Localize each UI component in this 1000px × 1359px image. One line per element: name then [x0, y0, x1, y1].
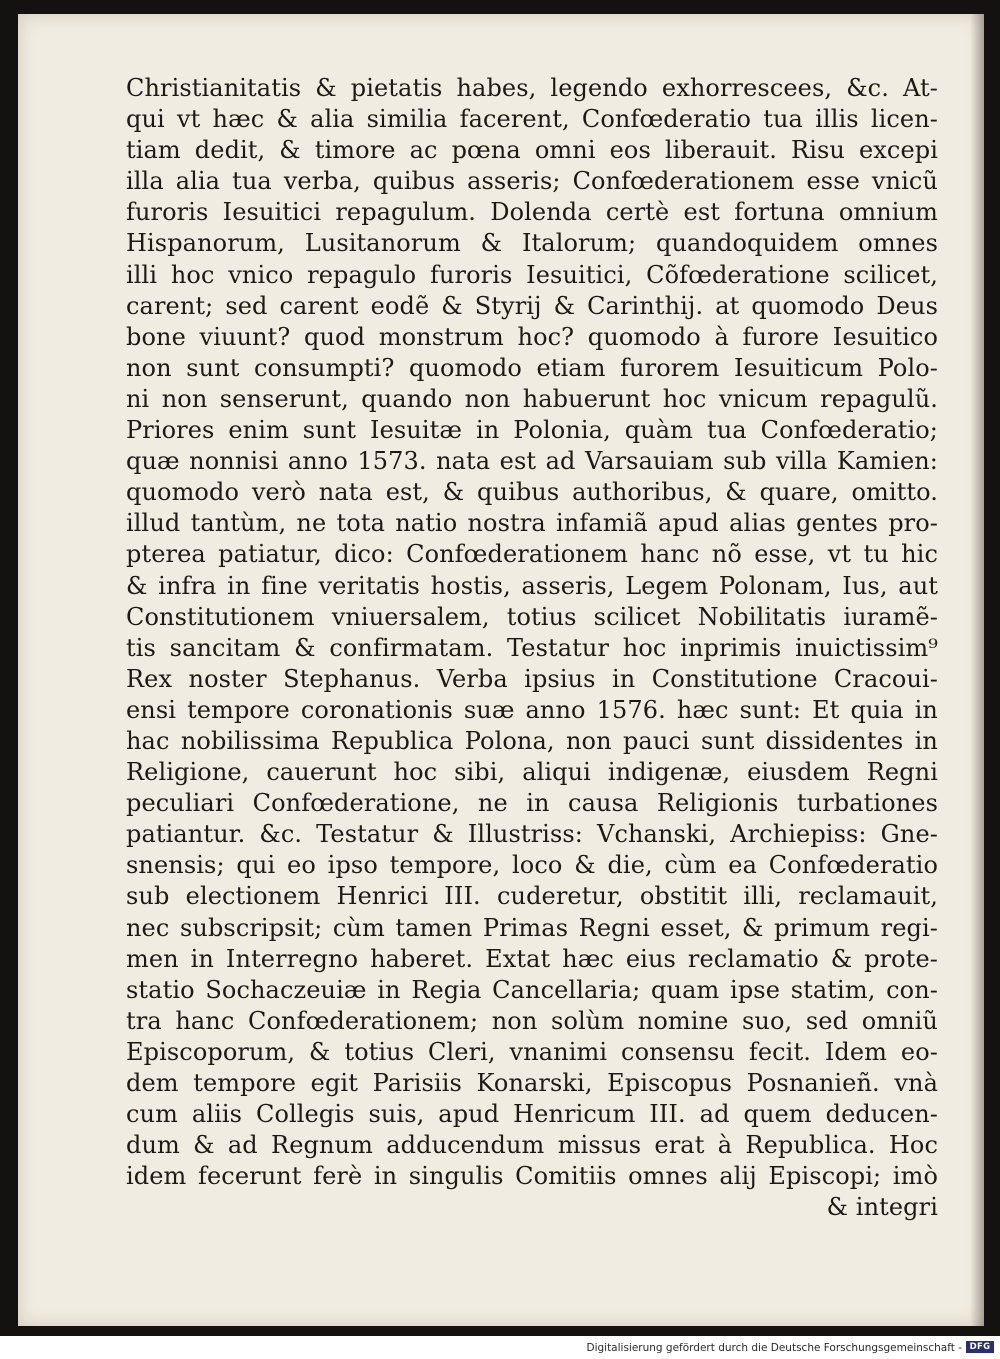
text-line: quomodo verò nata est, & quibus authoribus, & quare, omitto.	[126, 478, 938, 507]
book-page	[18, 14, 984, 1326]
text-line: tiam dedit, & timore ac pœna omni eos liberauit. Risu excepi	[126, 136, 938, 165]
text-line: Constitutionem vniuersalem, totius scilicet Nobilitatis iuramẽ-	[126, 602, 938, 631]
text-line: Episcoporum, & totius Cleri, vnanimi consensu fecit. Idem eo-	[126, 1037, 938, 1066]
text-line: Hispanorum, Lusitanorum & Italorum; quandoquidem omnes	[126, 229, 938, 258]
body-text	[126, 73, 938, 1223]
text-line: idem fecerunt ferè in singulis Comitiis omnes alij Episcopi; imò	[126, 1162, 938, 1191]
text-line: snensis; qui eo ipso tempore, loco & die, cùm ea Confœderatio	[126, 851, 938, 880]
dfg-logo-icon: DFG	[966, 1341, 994, 1353]
text-line: & infra in fine veritatis hostis, asseris, Legem Polonam, Ius, aut	[126, 571, 938, 600]
text-line: Religione, cauerunt hoc sibi, aliqui indigenæ, eiusdem Regni	[126, 758, 938, 787]
text-line: nec subscripsit; cùm tamen Primas Regni esset, & primum regi-	[126, 913, 938, 942]
text-line: Rex noster Stephanus. Verba ipsius in Constitutione Cracoui-	[126, 664, 938, 693]
text-line: dum & ad Regnum adducendum missus erat à Republica. Hoc	[126, 1131, 938, 1160]
text-line: quæ nonnisi anno 1573. nata est ad Varsauiam sub villa Kamien:	[126, 447, 938, 476]
text-line: Priores enim sunt Iesuitæ in Polonia, quàm tua Confœderatio;	[126, 416, 938, 445]
text-line: statio Sochaczeuiæ in Regia Cancellaria; quam ipse statim, con-	[126, 975, 938, 1004]
text-line: ni non senserunt, quando non habuerunt hoc vnicum repagulũ.	[126, 384, 938, 413]
text-line: furoris Iesuitici repagulum. Dolenda certè est fortuna omnium	[126, 198, 938, 227]
text-line: qui vt hæc & alia similia facerent, Confœderatio tua illis licen-	[126, 105, 938, 134]
text-line: tra hanc Confœderationem; non solùm nomine suo, sed omniũ	[126, 1006, 938, 1035]
text-line: Christianitatis & pietatis habes, legendo exhorrescees, &c. At-	[126, 74, 938, 102]
text-line: cum aliis Collegis suis, apud Henricum III. ad quem deducen-	[126, 1100, 938, 1129]
text-line: hac nobilissima Republica Polona, non pauci sunt dissidentes in	[126, 726, 938, 755]
text-line: & integri	[826, 1193, 938, 1222]
digitization-footer	[0, 1336, 1000, 1359]
funding-notice: Digitalisierung gefördert durch die Deutsche Forschungsgemeinschaft -	[586, 1342, 962, 1354]
text-line: bone viuunt? quod monstrum hoc? quomodo à furore Iesuitico	[126, 322, 938, 351]
text-line: non sunt consumpti? quomodo etiam furorem Iesuiticum Polo-	[126, 353, 938, 382]
text-line: pterea patiatur, dico: Confœderationem hanc nõ esse, vt tu hic	[126, 540, 938, 569]
text-line: carent; sed carent eodẽ & Styrij & Carinthij. at quomodo Deus	[126, 291, 938, 320]
text-line: illi hoc vnico repagulo furoris Iesuitici, Cõfœderatione scilicet,	[126, 260, 938, 289]
text-line: ensi tempore coronationis suæ anno 1576. hæc sunt: Et quia in	[126, 695, 938, 724]
text-line: illa alia tua verba, quibus asseris; Confœderationem esse vnicũ	[126, 167, 938, 196]
text-line: patiantur. &c. Testatur & Illustriss: Vchanski, Archiepiss: Gne-	[126, 820, 938, 849]
text-line: peculiari Confœderatione, ne in causa Religionis turbationes	[126, 789, 938, 818]
text-line: dem tempore egit Parisiis Konarski, Episcopus Posnanieñ. vnà	[126, 1069, 938, 1097]
page-edge-shadow	[970, 14, 984, 1326]
text-line: illud tantùm, ne tota natio nostra infamiã apud alias gentes pro-	[126, 509, 938, 538]
text-line: tis sancitam & confirmatam. Testatur hoc inprimis inuictissim⁹	[126, 633, 938, 662]
text-line: sub electionem Henrici III. cuderetur, obstitit illi, reclamauit,	[126, 882, 938, 911]
text-line: men in Interregno haberet. Extat hæc eius reclamatio & prote-	[126, 944, 938, 973]
